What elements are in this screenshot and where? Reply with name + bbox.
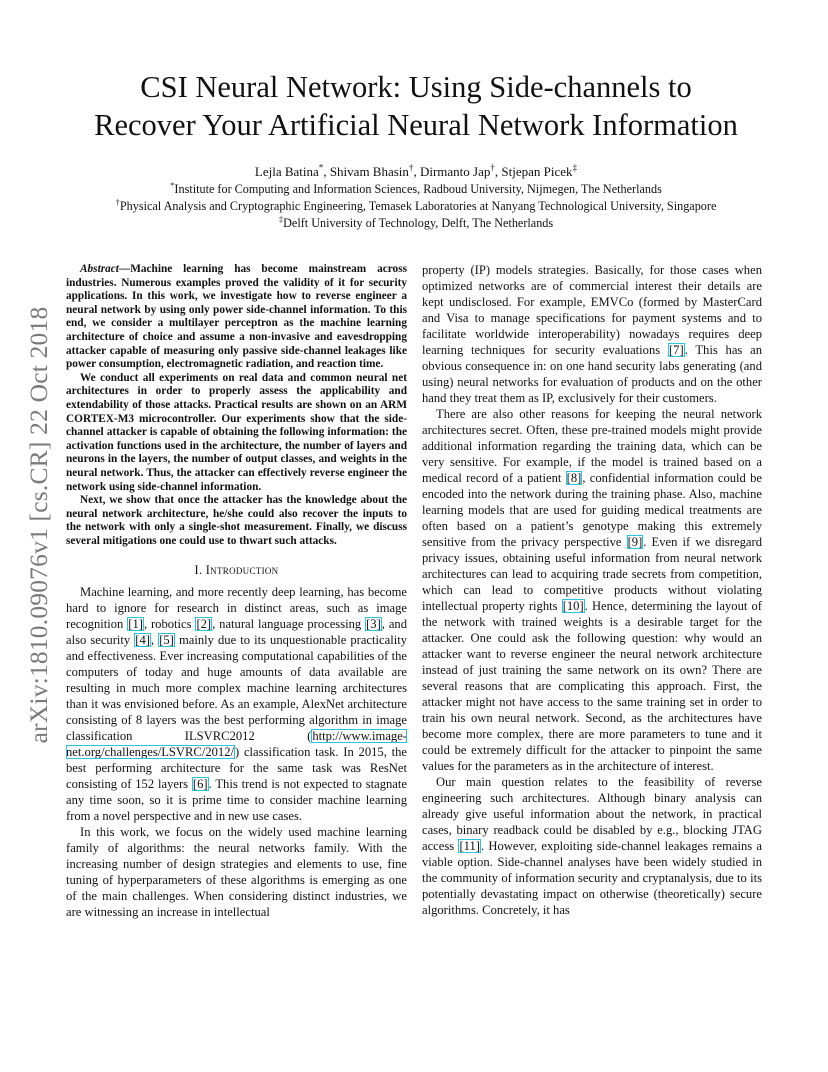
abstract-text-1: Machine learning has become mainstream across industries. Numerous examples proved the validity of it for security applications. In this work, we investigate how to reverse engineer a neural network by using only power side-channel information. To this end, we consider a multilayer perceptron as the machine learning architecture of choice and assume a non-invasive and eavesdropping attacker capable of measuring only passive side-channel leakages like power consumption, electromagnetic radiation, and reaction time. <box>66 263 407 371</box>
affiliation-mark: † <box>115 196 120 207</box>
section-heading-introduction <box>66 562 407 578</box>
abstract-dash: — <box>118 263 131 275</box>
text-run: . This has an obvious consequence in: on one hand security labs generating (and using) neural networks for evaluation of products and on the other hand they treat them as IP, exclusively for their customers. <box>422 343 763 405</box>
title-line-2: Recover Your Artificial Neural Network Information <box>94 108 738 142</box>
arxiv-identifier: arXiv:1810.09076v1 [cs.CR] 22 Oct 2018 <box>24 306 53 744</box>
text-run: , and also security <box>66 617 407 648</box>
author-mark: † <box>490 162 495 173</box>
text-run: property (IP) models strategies. Basically, for those cases when optimized networks are of commercial interest their details are kept undisclosed. For example, EMVCo (formed by MasterCard and Visa to manage specifications for payment systems and to facilitate worldwide interoperability) nowadays requires deep learning techniques for security evaluations <box>422 263 762 357</box>
author-name: Lejla Batina <box>254 164 319 179</box>
title-line-1: CSI Neural Network: Using Side-channels to <box>140 70 692 104</box>
affiliation-2 <box>40 198 792 214</box>
abstract-paragraph-1 <box>66 263 407 372</box>
citation-link[interactable]: [8] <box>566 471 582 485</box>
author-list: Lejla Batina*, Shivam Bhasin†, Dirmanto Jap†, Stjepan Picek‡ <box>254 162 578 179</box>
citation-link[interactable]: [11] <box>459 839 480 853</box>
affiliation-text: Delft University of Technology, Delft, The Netherlands <box>283 216 554 230</box>
citation-link[interactable]: [3] <box>366 617 381 632</box>
abstract <box>66 263 407 548</box>
text-run: . However, exploiting side-channel leakages remains a viable option. Side-channel analyses have been widely studied in the community of information security and cryptanalysis, due to its potentially devastating impact on otherwise (theoretically) secure algorithms. Concretely, it has <box>422 839 763 917</box>
citation-link[interactable]: [1] <box>128 617 143 632</box>
affiliation-3 <box>40 215 792 231</box>
text-run: , robotics <box>143 617 196 632</box>
author-mark: † <box>408 162 414 173</box>
right-paragraph-1 <box>422 262 762 406</box>
author-mark: * <box>318 162 324 173</box>
right-paragraph-2 <box>422 406 762 774</box>
text-run: . Hence, determining the layout of the network with trained weights is a desirable target for the attacker. One could ask the following question: why would an attacker want to reverse engineer the neural network architecture instead of just training the same network on its own? There are several reasons that are complicating this approach. First, the attacker might not have access to the same training set in order to train his own neural network. Second, as the architectures have become more complex, there are more parameters to tune and it could be extremely difficult for the attacker to pinpoint the same values for the parameters as in the architecture of interest. <box>422 599 762 773</box>
text-run: , confidential information could be encoded into the network during the training phase. Also, machine learning models that are used for guiding medical treatments are often based on a patient’s genotype making this extremely sensitive from the privacy perspective <box>422 471 762 549</box>
arxiv-side-label <box>24 290 54 760</box>
abstract-label: Abstract <box>80 263 119 275</box>
author-name: Stjepan Picek <box>501 164 573 179</box>
text-run: . Even if we disregard privacy issues, obtaining useful information from neural network architectures can lead to acquiring trade secrets from competition, which can lead to competitive products without violating intellectual property rights <box>422 535 762 613</box>
text-run: mainly due to its unquestionable practicality and effectiveness. Ever increasing computational capabilities of the computers of today and huge amounts of data available are resulting in much more complex machine learning architectures than it was envisioned before. As an example, AlexNet architecture consisting of 8 layers was the best performing algorithm in image classification ILSVRC2012 ( <box>66 633 407 744</box>
left-column <box>66 263 407 920</box>
citation-link[interactable]: [2] <box>196 617 212 632</box>
paper-title <box>60 68 772 144</box>
imagenet-url-link[interactable]: http://www.image-net.org/challenges/LSVRC/2012/ <box>66 729 407 760</box>
abstract-paragraph-2: We conduct all experiments on real data and common neural net architectures in order to properly assess the applicability and extendability of those attacks. Practical results are shown on an ARM CORTEX-M3 microcontroller. Our experiments show that the side-channel attacker is capable of obtaining the following information: the activation functions used in the architecture, the number of layers and neurons in the layers, the number of output classes, and weights in the neural network. Thus, the attacker can effectively reverse engineer the network using side-channel information. <box>66 371 407 493</box>
affiliation-mark: ‡ <box>278 213 284 224</box>
affiliation-mark: * <box>170 179 175 190</box>
citation-link[interactable]: [10] <box>562 599 584 613</box>
citation-link[interactable]: [7] <box>668 343 684 357</box>
author-mark: ‡ <box>572 162 578 173</box>
section-title: Introduction <box>205 563 279 578</box>
author-name: Dirmanto Jap <box>419 164 491 179</box>
affiliation-text: Physical Analysis and Cryptographic Engineering, Temasek Laboratories at Nanyang Technological University, Singapore <box>119 199 717 213</box>
citation-link[interactable]: [9] <box>627 535 643 549</box>
text-run: , <box>150 633 159 648</box>
affiliation-1 <box>40 181 792 197</box>
citation-link[interactable]: [5] <box>159 633 174 648</box>
right-paragraph-3 <box>422 774 762 918</box>
abstract-paragraph-3: Next, we show that once the attacker has the knowledge about the neural network architecture, he/she could also recover the inputs to the network with only a single-shot measurement. Finally, we discuss several mitigations one could use to thwart such attacks. <box>66 494 407 547</box>
text-run: ) classification task. In 2015, the best performing architecture for the same task was ResNet consisting of 152 layers <box>66 745 407 792</box>
author-name: Shivam Bhasin <box>329 164 409 179</box>
right-column <box>422 262 762 918</box>
section-numeral: I. <box>194 563 203 578</box>
text-run: Machine learning, and more recently deep learning, has become hard to ignore for research in distinct areas, such as image recognition <box>66 585 407 632</box>
affiliation-text: Institute for Computing and Information Sciences, Radboud University, Nijmegen, The Netherlands <box>174 182 662 196</box>
text-run: There are also other reasons for keeping the neural network architectures secret. Often, these pre-trained models might provide additional information regarding the training data, which can be very sensitive. For example, if the model is trained based on a medical record of a patient <box>422 407 762 485</box>
text-run: Our main question relates to the feasibility of reverse engineering such architectures. Although binary analysis can already give useful information about the network, in practical cases, binary readback could be disabled by e.g., blocking JTAG access <box>422 775 762 853</box>
text-run: , natural language processing <box>212 617 366 632</box>
intro-paragraph-2: In this work, we focus on the widely used machine learning family of algorithms: the neural networks family. With the increasing number of design strategies and elements to use, fine tuning of hyperparameters of these algorithms is emerging as one of the main challenges. When considering distinct industries, we are witnessing an increase in intellectual <box>66 825 407 920</box>
intro-paragraph-1 <box>66 584 407 824</box>
citation-link[interactable]: [4] <box>135 633 150 648</box>
text-run: . This trend is not expected to stagnate any time soon, so it is prime time to consider machine learning from a novel perspective and in new use cases. <box>66 777 407 824</box>
citation-link[interactable]: [6] <box>192 777 208 792</box>
